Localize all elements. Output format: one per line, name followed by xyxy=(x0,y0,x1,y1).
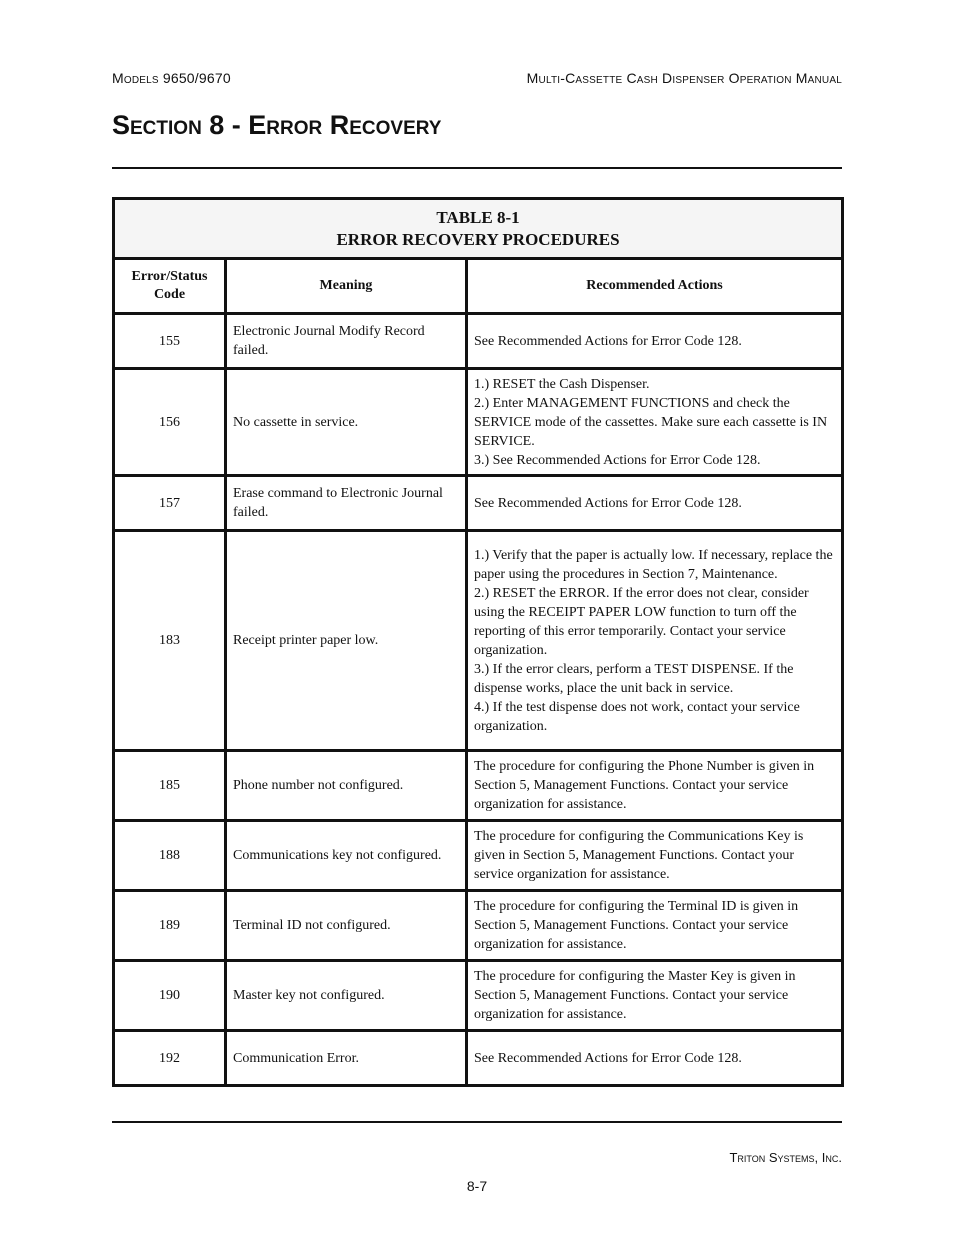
table-row xyxy=(114,369,843,476)
error-code: 190 xyxy=(114,961,226,1031)
action-step: 2.) Enter MANAGEMENT FUNCTIONS and check the SERVICE mode of the cassettes. Make sure each cassette is IN SERVICE. xyxy=(474,395,828,449)
error-code: 156 xyxy=(114,369,226,476)
error-code: 185 xyxy=(114,751,226,821)
column-header-actions: Recommended Actions xyxy=(467,259,843,314)
recommended-actions xyxy=(467,891,843,961)
action-step: See Recommended Actions for Error Code 128. xyxy=(474,333,742,349)
table-row xyxy=(114,821,843,891)
table-row xyxy=(114,751,843,821)
action-step: The procedure for configuring the Terminal ID is given in Section 5, Management Functions. Contact your service organization for assistance. xyxy=(474,899,799,952)
table-row xyxy=(114,314,843,369)
table-row xyxy=(114,531,843,751)
table-row xyxy=(114,961,843,1031)
page-number: 8-7 xyxy=(466,1178,488,1194)
action-step: 1.) RESET the Cash Dispenser. xyxy=(474,376,650,392)
table-row xyxy=(114,476,843,531)
error-meaning: Terminal ID not configured. xyxy=(226,891,467,961)
action-step: The procedure for configuring the Master Key is given in Section 5, Management Functions. Contact your service organization for assistance. xyxy=(474,969,796,1022)
error-code: 189 xyxy=(114,891,226,961)
recommended-actions xyxy=(467,476,843,531)
recommended-actions xyxy=(467,369,843,476)
action-step: The procedure for configuring the Communications Key is given in Section 5, Management Functions. Contact your service organization for assistance. xyxy=(474,829,804,882)
error-code: 188 xyxy=(114,821,226,891)
action-step: 3.) If the error clears, perform a TEST DISPENSE. If the dispense works, place the unit back in service. xyxy=(474,661,794,696)
recommended-actions xyxy=(467,531,843,751)
error-meaning: Communications key not configured. xyxy=(226,821,467,891)
footer-company: Triton Systems, Inc. xyxy=(729,1150,842,1165)
table-caption xyxy=(114,199,843,259)
action-step: 1.) Verify that the paper is actually low. If necessary, replace the paper using the procedures in Section 7, Maintenance. xyxy=(474,547,833,582)
error-meaning: Erase command to Electronic Journal failed. xyxy=(226,476,467,531)
table-title: ERROR RECOVERY PROCEDURES xyxy=(336,229,620,249)
recommended-actions xyxy=(467,1031,843,1086)
error-meaning: Master key not configured. xyxy=(226,961,467,1031)
error-meaning: Phone number not configured. xyxy=(226,751,467,821)
error-meaning: No cassette in service. xyxy=(226,369,467,476)
table-number: TABLE 8-1 xyxy=(436,207,520,227)
header-models: Models 9650/9670 xyxy=(112,70,231,86)
bottom-rule xyxy=(112,1121,842,1123)
recommended-actions xyxy=(467,751,843,821)
table-row xyxy=(114,891,843,961)
top-rule xyxy=(112,167,842,169)
column-header-meaning: Meaning xyxy=(226,259,467,314)
error-meaning: Receipt printer paper low. xyxy=(226,531,467,751)
action-step: 2.) RESET the ERROR. If the error does not clear, consider using the RECEIPT PAPER LOW function to turn off the reporting of this error temporarily. Contact your service organization. xyxy=(474,585,809,658)
error-meaning: Electronic Journal Modify Record failed. xyxy=(226,314,467,369)
column-header-code: Error/Status Code xyxy=(114,259,226,314)
error-meaning: Communication Error. xyxy=(226,1031,467,1086)
header-manual-title: Multi-Cassette Cash Dispenser Operation Manual xyxy=(526,70,842,86)
action-step: 4.) If the test dispense does not work, contact your service organization. xyxy=(474,699,800,734)
section-title: Section 8 - Error Recovery xyxy=(112,110,442,140)
action-step: 3.) See Recommended Actions for Error Code 128. xyxy=(474,452,761,468)
error-code: 192 xyxy=(114,1031,226,1086)
action-step: See Recommended Actions for Error Code 128. xyxy=(474,1050,742,1066)
recommended-actions xyxy=(467,314,843,369)
recommended-actions xyxy=(467,821,843,891)
table-row xyxy=(114,1031,843,1086)
error-code: 183 xyxy=(114,531,226,751)
recommended-actions xyxy=(467,961,843,1031)
error-code: 155 xyxy=(114,314,226,369)
error-code: 157 xyxy=(114,476,226,531)
action-step: See Recommended Actions for Error Code 128. xyxy=(474,495,742,511)
action-step: The procedure for configuring the Phone Number is given in Section 5, Management Functions. Contact your service organization for assistance. xyxy=(474,759,815,812)
error-recovery-table xyxy=(112,197,844,1087)
